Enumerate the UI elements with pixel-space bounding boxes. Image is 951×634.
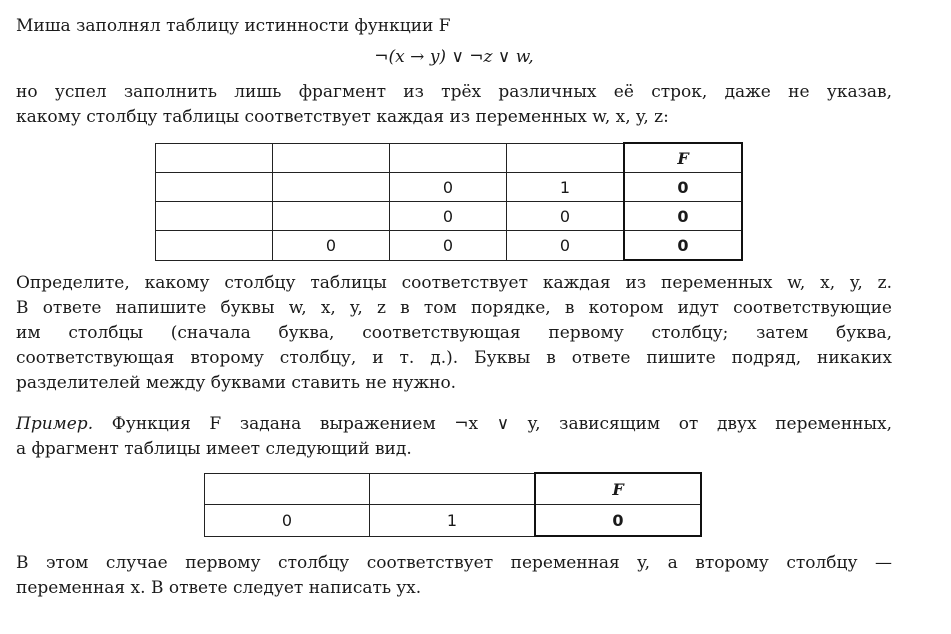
task-line-1: Определите, какому столбцу таблицы соответствует каждая из переменных w, x, y, z. bbox=[16, 273, 892, 293]
example-line-1 bbox=[16, 412, 892, 437]
table-header-row bbox=[205, 473, 702, 505]
table-cell: 0 bbox=[390, 202, 507, 231]
task-line-4: соответствующая второму столбцу, и т. д.). Буквы в ответе пишите подряд, никаких bbox=[16, 348, 892, 368]
conclusion-line-1: В этом случае первому столбцу соответствует переменная y, а второму столбцу — bbox=[16, 553, 892, 573]
table-cell: 0 bbox=[624, 173, 742, 202]
intro-line-3: какому столбцу таблицы соответствует каждая из переменных w, x, y, z: bbox=[16, 107, 669, 127]
table-header-cell bbox=[390, 143, 507, 173]
document-page bbox=[16, 14, 892, 601]
table-header-row bbox=[156, 143, 743, 173]
table-header-cell: F bbox=[624, 143, 742, 173]
table-cell: 1 bbox=[507, 173, 625, 202]
table-cell: 0 bbox=[535, 505, 701, 537]
table-cell bbox=[156, 202, 273, 231]
task-line-3: им столбцы (сначала буква, соответствующая первому столбцу; затем буква, bbox=[16, 323, 892, 343]
conclusion-line-2: переменная x. В ответе следует написать yx. bbox=[16, 578, 422, 598]
table-cell: 0 bbox=[273, 231, 390, 261]
example-truth-table bbox=[204, 472, 702, 537]
table-cell: 1 bbox=[370, 505, 536, 537]
table-cell: 0 bbox=[624, 202, 742, 231]
table-row bbox=[156, 202, 743, 231]
table-cell bbox=[273, 202, 390, 231]
table-row bbox=[156, 231, 743, 261]
intro-line-1: Миша заполнял таблицу истинности функции F bbox=[16, 16, 451, 36]
intro-continuation bbox=[16, 80, 892, 130]
table-header-cell bbox=[507, 143, 625, 173]
example-label: Пример. bbox=[16, 414, 94, 434]
conclusion-paragraph bbox=[16, 551, 892, 601]
table-cell: 0 bbox=[390, 173, 507, 202]
table-row bbox=[205, 505, 702, 537]
example-paragraph bbox=[16, 412, 892, 462]
example-line-2: а фрагмент таблицы имеет следующий вид. bbox=[16, 439, 412, 459]
task-paragraph bbox=[16, 271, 892, 396]
task-line-2: В ответе напишите буквы w, x, y, z в том порядке, в котором идут соответствующие bbox=[16, 298, 892, 318]
task-line-5: разделителей между буквами ставить не нужно. bbox=[16, 373, 457, 393]
table-cell: 0 bbox=[624, 231, 742, 261]
table-cell: 0 bbox=[390, 231, 507, 261]
table-cell bbox=[156, 173, 273, 202]
intro-paragraph bbox=[16, 14, 892, 39]
table-header-cell bbox=[370, 473, 536, 505]
table-header-cell: F bbox=[535, 473, 701, 505]
table-cell bbox=[156, 231, 273, 261]
table-header-cell bbox=[156, 143, 273, 173]
table-cell: 0 bbox=[507, 202, 625, 231]
table-cell: 0 bbox=[507, 231, 625, 261]
intro-line-2: но успел заполнить лишь фрагмент из трёх различных её строк, даже не указав, bbox=[16, 82, 892, 102]
table-cell: 0 bbox=[205, 505, 370, 537]
example-line-1-text: Функция F задана выражением ¬x ∨ y, зависящим от двух переменных, bbox=[111, 414, 892, 434]
truth-table-fragment bbox=[155, 142, 743, 261]
table-cell bbox=[273, 173, 390, 202]
function-formula: ¬(x → y) ∨ ¬z ∨ w, bbox=[374, 47, 534, 67]
table-row bbox=[156, 173, 743, 202]
table-header-cell bbox=[273, 143, 390, 173]
table-header-cell bbox=[205, 473, 370, 505]
